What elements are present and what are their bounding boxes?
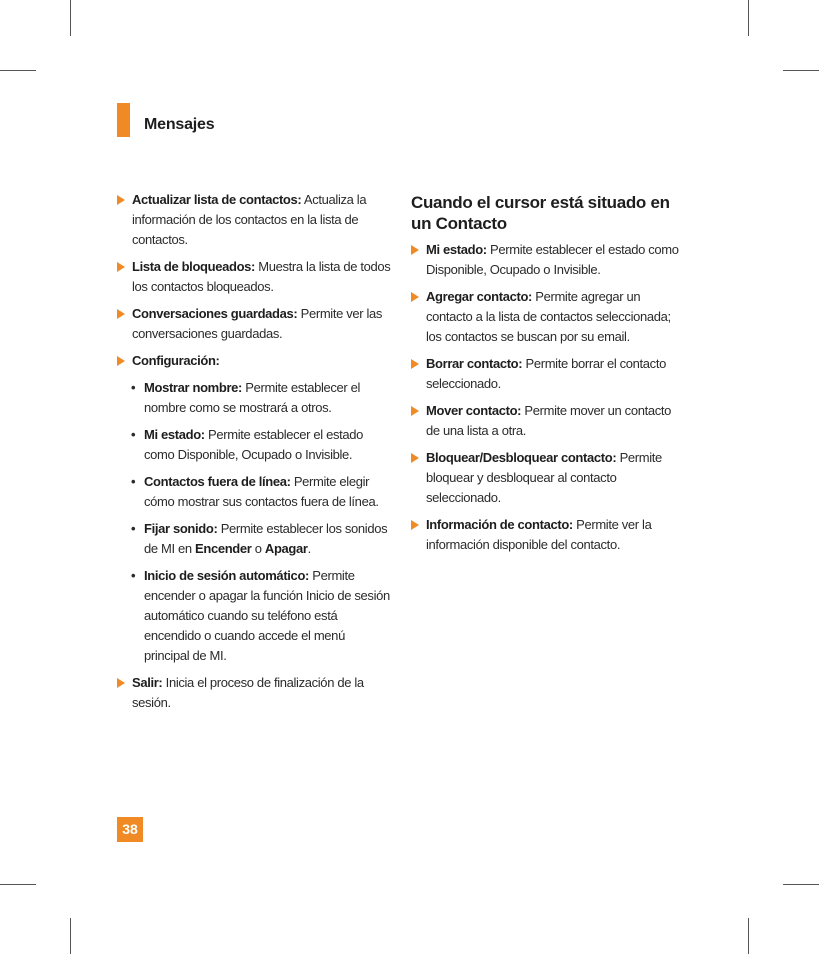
section-title: Mensajes [144, 116, 215, 133]
crop-mark [748, 918, 749, 954]
sub-list-item [117, 472, 392, 512]
page-number: 38 [117, 817, 143, 842]
item-description: Permite ver la información disponible del contacto. [426, 517, 652, 552]
item-description: Muestra la lista de todos los contactos bloqueados. [132, 259, 391, 294]
item-term: Agregar contacto: [426, 289, 533, 304]
list-item [411, 287, 686, 347]
list-item [117, 351, 392, 371]
sub-item-description: Permite establecer el nombre como se mostrará a otros. [144, 380, 361, 415]
item-term: Información de contacto: [426, 517, 573, 532]
arrow-bullet-icon [411, 406, 419, 416]
list-item [117, 673, 392, 713]
arrow-bullet-icon [411, 245, 419, 255]
bullet-dot: • [131, 521, 136, 536]
sub-item-description: Permite establecer el estado como Disponible, Ocupado o Invisible. [144, 427, 364, 462]
arrow-bullet-icon [411, 292, 419, 302]
arrow-bullet-icon [411, 453, 419, 463]
item-term: Mover contacto: [426, 403, 522, 418]
bullet-dot: • [131, 380, 136, 395]
sentence-end: . [307, 541, 311, 556]
item-description: Permite borrar el contacto seleccionado. [426, 356, 666, 391]
sub-list-item [117, 378, 392, 418]
crop-mark [783, 884, 819, 885]
list-item [411, 401, 686, 441]
left-column [117, 190, 392, 720]
item-description: Inicia el proceso de finalización de la sesión. [132, 675, 364, 710]
crop-mark [70, 0, 71, 36]
option-encender: Encender [195, 541, 252, 556]
item-term: Borrar contacto: [426, 356, 523, 371]
arrow-bullet-icon [117, 309, 125, 319]
item-description: Permite establecer el estado como Disponible, Ocupado o Invisible. [426, 242, 679, 277]
arrow-bullet-icon [411, 520, 419, 530]
sub-list-item [117, 425, 392, 465]
sub-item-term: Mi estado: [144, 427, 205, 442]
right-column [411, 192, 686, 562]
item-term: Salir: [132, 675, 163, 690]
arrow-bullet-icon [411, 359, 419, 369]
item-term: Bloquear/Desbloquear contacto: [426, 450, 617, 465]
item-term: Conversaciones guardadas: [132, 306, 298, 321]
sub-item-description: Permite establecer los sonidos de MI en [144, 521, 388, 556]
item-description: Permite ver las conversaciones guardadas. [132, 306, 383, 341]
section-accent-bar [117, 103, 130, 137]
item-description: Actualiza la información de los contactos en la lista de contactos. [132, 192, 367, 247]
connector-text: o [251, 541, 265, 556]
sub-item-term: Inicio de sesión automático: [144, 568, 310, 583]
sub-item-description: Permite encender o apagar la función Inicio de sesión automático cuando su teléfono está encendido o cuando accede el menú principal de MI. [144, 568, 390, 663]
item-description: Permite bloquear y desbloquear al contacto seleccionado. [426, 450, 662, 505]
item-description: Permite agregar un contacto a la lista de contactos seleccionada; los contactos se buscan por su email. [426, 289, 671, 344]
arrow-bullet-icon [117, 262, 125, 272]
list-item [117, 257, 392, 297]
subsection-heading: Cuando el cursor está situado en un Contacto [411, 193, 670, 233]
sub-item-term: Contactos fuera de línea: [144, 474, 291, 489]
sub-item-description: Permite elegir cómo mostrar sus contactos fuera de línea. [144, 474, 379, 509]
sub-item-term: Fijar sonido: [144, 521, 218, 536]
arrow-bullet-icon [117, 678, 125, 688]
item-description: Permite mover un contacto de una lista a otra. [426, 403, 672, 438]
option-apagar: Apagar [264, 541, 308, 556]
item-term: Actualizar lista de contactos: [132, 192, 302, 207]
item-term: Mi estado: [426, 242, 487, 257]
crop-mark [0, 884, 36, 885]
sub-item-term: Mostrar nombre: [144, 380, 243, 395]
list-item [117, 304, 392, 344]
crop-mark [0, 70, 36, 71]
item-term: Configuración: [132, 353, 220, 368]
crop-mark [783, 70, 819, 71]
bullet-dot: • [131, 474, 136, 489]
bullet-dot: • [131, 427, 136, 442]
bullet-dot: • [131, 568, 136, 583]
crop-mark [748, 0, 749, 36]
crop-mark [70, 918, 71, 954]
item-term: Lista de bloqueados: [132, 259, 256, 274]
sub-list-item [117, 519, 392, 559]
arrow-bullet-icon [117, 195, 125, 205]
list-item [411, 354, 686, 394]
arrow-bullet-icon [117, 356, 125, 366]
list-item [411, 448, 686, 508]
list-item [411, 515, 686, 555]
sub-list-item [117, 566, 392, 666]
list-item [411, 240, 686, 280]
list-item [117, 190, 392, 250]
